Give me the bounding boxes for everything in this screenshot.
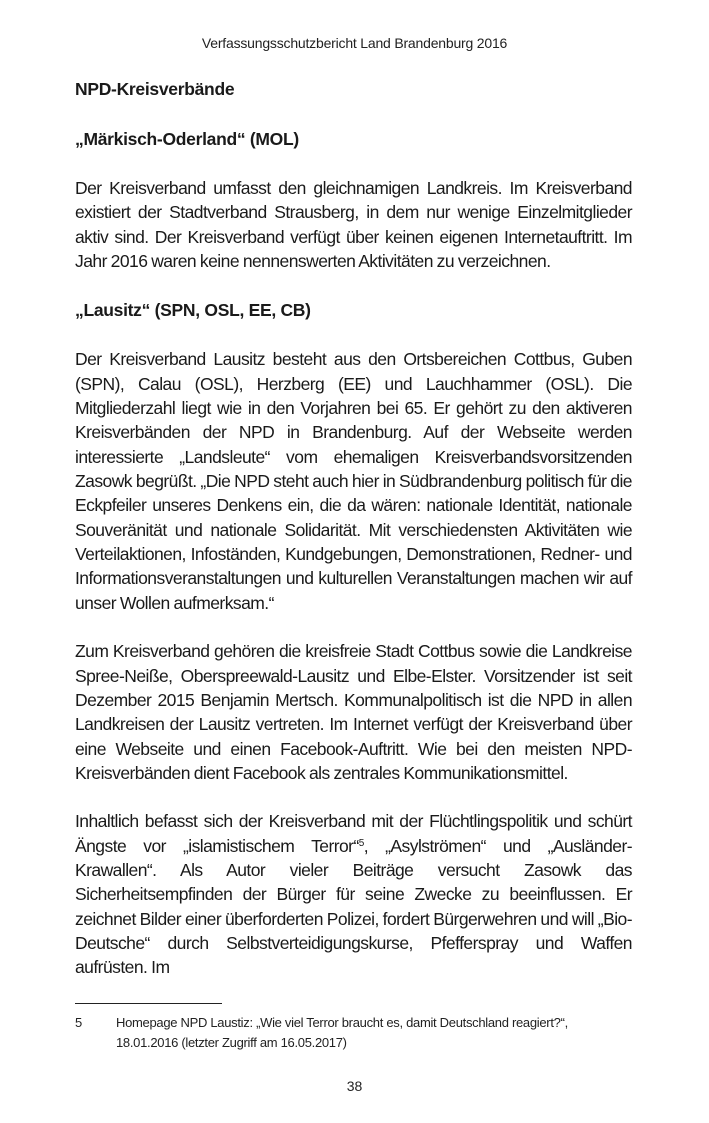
footnote-reference[interactable]: 5 xyxy=(358,837,364,849)
paragraph-lausitz-3-text-b: , „Asylströmen“ und „Ausländer-Krawallen“. Als Autor vieler Beiträge versucht Zasowk das Sicherheitsempfinden der Bürger für seine Zwecke zu beeinflussen. Er zeichnet Bilder einer überforderten Polizei, fordert Bürgerwehren und will „Bio-Deutsche“ durch Selbstverteidigungskurse, Pfefferspray und Waffen aufrüsten. Im xyxy=(75,835,633,978)
paragraph-lausitz-3-text-a: Inhaltlich befasst sich der Kreisverband mit der Flüchtlingspolitik und schürt Ängste vor „islamistischem Terror“ xyxy=(75,811,632,856)
subsection-heading-lausitz: „Lausitz“ (SPN, OSL, EE, CB) xyxy=(75,300,311,321)
page-body xyxy=(75,76,632,980)
footnote-divider xyxy=(75,1003,222,1004)
footnote-text-line-1: Homepage NPD Laustiz: „Wie viel Terror braucht es, damit Deutschland reagiert?“, xyxy=(116,1015,568,1030)
paragraph-lausitz-3 xyxy=(75,809,632,979)
paragraph-lausitz-1: Der Kreisverband Lausitz besteht aus den Ortsbereichen Cottbus, Guben (SPN), Calau (OSL), Herzberg (EE) und Lauchhammer (OSL). Die Mitgliederzahl liegt wie in den Vorjahren bei 65. Er gehört zu den aktiveren Kreisverbänden der NPD in Brandenburg. Auf der Webseite werden interessierte „Landsleute“ vom ehemaligen Kreisverbandsvorsitzenden Zasowk begrüßt. „Die NPD steht auch hier in Südbrandenburg politisch für die Eckpfeiler unseres Denkens ein, die da wären: nationale Identität, nationale Souveränität und nationale Solidarität. Mit verschiedensten Aktivitäten wie Verteilaktionen, Infoständen, Kundgebungen, Demonstrationen, Redner- und Informationsveranstaltungen und kulturellen Veranstaltungen machen wir auf unser Wollen aufmerksam.“ xyxy=(75,349,632,613)
subsection-heading-mol: „Märkisch-Oderland“ (MOL) xyxy=(75,129,299,149)
paragraph-lausitz-2: Zum Kreisverband gehören die kreisfreie Stadt Cottbus sowie die Landkreise Spree-Neiße, Oberspreewald-Lausitz und Elbe-Elster. Vorsitzender ist seit Dezember 2015 Benjamin Mertsch. Kommunalpolitisch ist die NPD in allen Landkreisen der Lausitz vertreten. Im Internet verfügt der Kreisverband über eine Webseite und einen Facebook-Auftritt. Wie bei den meisten NPD-Kreisverbänden dient Facebook als zentrales Kommunikationsmittel. xyxy=(75,641,632,783)
page-number: 38 xyxy=(346,1078,363,1094)
paragraph-mol: Der Kreisverband umfasst den gleichnamigen Landkreis. Im Kreisverband existiert der Stadtverband Strausberg, in dem nur wenige Einzelmitglieder aktiv sind. Der Kreisverband verfügt über keinen eigenen Internetauftritt. Im Jahr 2016 waren keine nennenswerten Aktivitäten zu verzeichnen. xyxy=(75,178,632,272)
footnote-number: 5 xyxy=(75,1015,82,1030)
footnote-text-line-2: 18.01.2016 (letzter Zugriff am 16.05.2017) xyxy=(116,1035,347,1050)
footnote-text xyxy=(116,1013,636,1053)
running-header: Verfassungsschutzbericht Land Brandenburg 2016 xyxy=(201,35,508,51)
section-heading: NPD-Kreisverbände xyxy=(75,79,235,99)
